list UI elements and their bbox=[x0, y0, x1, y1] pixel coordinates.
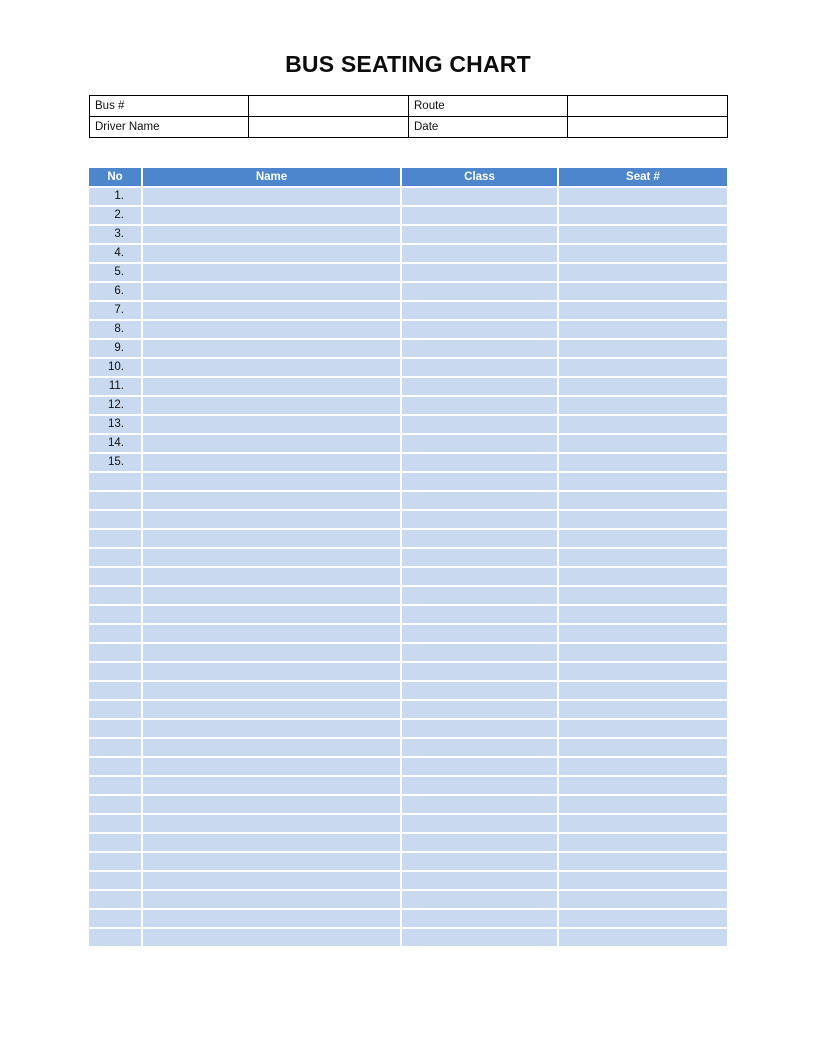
cell-seat[interactable] bbox=[559, 644, 727, 663]
cell-class[interactable] bbox=[402, 416, 559, 435]
cell-seat[interactable] bbox=[559, 473, 727, 492]
cell-class[interactable] bbox=[402, 188, 559, 207]
seating-chart-table bbox=[89, 168, 727, 946]
cell-class[interactable] bbox=[402, 264, 559, 283]
cell-seat[interactable] bbox=[559, 834, 727, 853]
cell-seat[interactable] bbox=[559, 416, 727, 435]
cell-no[interactable] bbox=[89, 530, 143, 549]
info-row-bus bbox=[90, 96, 728, 117]
table-row bbox=[89, 454, 727, 473]
cell-class[interactable] bbox=[402, 321, 559, 340]
cell-seat[interactable] bbox=[559, 663, 727, 682]
cell-name[interactable] bbox=[143, 492, 402, 511]
info-label-date: Date bbox=[409, 117, 568, 138]
cell-seat[interactable] bbox=[559, 397, 727, 416]
cell-class[interactable] bbox=[402, 549, 559, 568]
cell-class[interactable] bbox=[402, 378, 559, 397]
info-row-driver bbox=[90, 117, 728, 138]
cell-no[interactable]: 1. bbox=[89, 188, 143, 207]
cell-seat[interactable] bbox=[559, 777, 727, 796]
info-label-bus-number: Bus # bbox=[90, 96, 249, 117]
cell-class[interactable] bbox=[402, 853, 559, 872]
table-row bbox=[89, 245, 727, 264]
page-title: BUS SEATING CHART bbox=[285, 51, 531, 77]
cell-no[interactable] bbox=[89, 834, 143, 853]
cell-name[interactable] bbox=[143, 929, 402, 946]
cell-no[interactable] bbox=[89, 644, 143, 663]
cell-name[interactable] bbox=[143, 511, 402, 530]
cell-name[interactable] bbox=[143, 777, 402, 796]
table-row bbox=[89, 853, 727, 872]
cell-seat[interactable] bbox=[559, 815, 727, 834]
table-row bbox=[89, 872, 727, 891]
cell-seat[interactable] bbox=[559, 606, 727, 625]
cell-class[interactable] bbox=[402, 720, 559, 739]
cell-seat[interactable] bbox=[559, 587, 727, 606]
cell-seat[interactable] bbox=[559, 283, 727, 302]
cell-no[interactable]: 12. bbox=[89, 397, 143, 416]
table-row bbox=[89, 321, 727, 340]
cell-class[interactable] bbox=[402, 302, 559, 321]
cell-class[interactable] bbox=[402, 910, 559, 929]
cell-seat[interactable] bbox=[559, 378, 727, 397]
cell-no[interactable] bbox=[89, 739, 143, 758]
table-row bbox=[89, 302, 727, 321]
cell-class[interactable] bbox=[402, 701, 559, 720]
cell-no[interactable] bbox=[89, 511, 143, 530]
cell-name[interactable] bbox=[143, 530, 402, 549]
cell-class[interactable] bbox=[402, 435, 559, 454]
cell-name[interactable] bbox=[143, 606, 402, 625]
cell-class[interactable] bbox=[402, 340, 559, 359]
table-row bbox=[89, 435, 727, 454]
table-row bbox=[89, 340, 727, 359]
cell-seat[interactable] bbox=[559, 188, 727, 207]
cell-class[interactable] bbox=[402, 397, 559, 416]
cell-class[interactable] bbox=[402, 758, 559, 777]
cell-no[interactable]: 7. bbox=[89, 302, 143, 321]
cell-no[interactable]: 14. bbox=[89, 435, 143, 454]
cell-no[interactable]: 10. bbox=[89, 359, 143, 378]
cell-name[interactable] bbox=[143, 549, 402, 568]
cell-no[interactable]: 9. bbox=[89, 340, 143, 359]
cell-no[interactable]: 4. bbox=[89, 245, 143, 264]
cell-class[interactable] bbox=[402, 587, 559, 606]
seating-table-body bbox=[89, 188, 727, 946]
cell-class[interactable] bbox=[402, 207, 559, 226]
cell-class[interactable] bbox=[402, 739, 559, 758]
table-row bbox=[89, 283, 727, 302]
cell-class[interactable] bbox=[402, 815, 559, 834]
cell-class[interactable] bbox=[402, 891, 559, 910]
cell-class[interactable] bbox=[402, 777, 559, 796]
cell-seat[interactable] bbox=[559, 264, 727, 283]
table-row bbox=[89, 625, 727, 644]
cell-no[interactable]: 13. bbox=[89, 416, 143, 435]
table-row bbox=[89, 188, 727, 207]
cell-name[interactable] bbox=[143, 663, 402, 682]
cell-class[interactable] bbox=[402, 606, 559, 625]
cell-seat[interactable] bbox=[559, 549, 727, 568]
cell-name[interactable] bbox=[143, 739, 402, 758]
cell-seat[interactable] bbox=[559, 625, 727, 644]
table-row bbox=[89, 492, 727, 511]
cell-name[interactable] bbox=[143, 758, 402, 777]
cell-name[interactable] bbox=[143, 435, 402, 454]
table-row bbox=[89, 397, 727, 416]
table-row bbox=[89, 891, 727, 910]
table-row bbox=[89, 701, 727, 720]
cell-name[interactable] bbox=[143, 321, 402, 340]
cell-class[interactable] bbox=[402, 682, 559, 701]
cell-no[interactable] bbox=[89, 587, 143, 606]
cell-class[interactable] bbox=[402, 359, 559, 378]
cell-seat[interactable] bbox=[559, 568, 727, 587]
cell-name[interactable] bbox=[143, 625, 402, 644]
cell-no[interactable]: 11. bbox=[89, 378, 143, 397]
table-row bbox=[89, 530, 727, 549]
cell-name[interactable] bbox=[143, 815, 402, 834]
header-row bbox=[89, 168, 727, 188]
table-row bbox=[89, 929, 727, 946]
cell-no[interactable] bbox=[89, 720, 143, 739]
cell-name[interactable] bbox=[143, 245, 402, 264]
info-field-route[interactable] bbox=[568, 96, 728, 117]
cell-name[interactable] bbox=[143, 720, 402, 739]
table-row bbox=[89, 682, 727, 701]
cell-seat[interactable] bbox=[559, 321, 727, 340]
cell-no[interactable] bbox=[89, 796, 143, 815]
cell-class[interactable] bbox=[402, 834, 559, 853]
cell-name[interactable] bbox=[143, 302, 402, 321]
cell-seat[interactable] bbox=[559, 340, 727, 359]
cell-seat[interactable] bbox=[559, 435, 727, 454]
table-row bbox=[89, 834, 727, 853]
cell-class[interactable] bbox=[402, 245, 559, 264]
cell-name[interactable] bbox=[143, 644, 402, 663]
column-header-class[interactable]: Class bbox=[402, 168, 559, 188]
table-row bbox=[89, 910, 727, 929]
cell-seat[interactable] bbox=[559, 701, 727, 720]
cell-seat[interactable] bbox=[559, 929, 727, 946]
table-row bbox=[89, 815, 727, 834]
cell-no[interactable]: 6. bbox=[89, 283, 143, 302]
cell-seat[interactable] bbox=[559, 207, 727, 226]
cell-no[interactable] bbox=[89, 625, 143, 644]
cell-no[interactable] bbox=[89, 815, 143, 834]
table-row bbox=[89, 207, 727, 226]
info-field-driver-name[interactable] bbox=[249, 117, 409, 138]
cell-no[interactable] bbox=[89, 473, 143, 492]
cell-class[interactable] bbox=[402, 511, 559, 530]
cell-seat[interactable] bbox=[559, 739, 727, 758]
table-row bbox=[89, 549, 727, 568]
cell-no[interactable] bbox=[89, 891, 143, 910]
cell-class[interactable] bbox=[402, 454, 559, 473]
cell-no[interactable] bbox=[89, 758, 143, 777]
cell-name[interactable] bbox=[143, 283, 402, 302]
bus-info-table bbox=[89, 95, 728, 138]
cell-name[interactable] bbox=[143, 701, 402, 720]
table-row bbox=[89, 416, 727, 435]
table-row bbox=[89, 568, 727, 587]
table-row bbox=[89, 758, 727, 777]
cell-seat[interactable] bbox=[559, 758, 727, 777]
seating-table-header bbox=[89, 168, 727, 188]
cell-no[interactable] bbox=[89, 663, 143, 682]
table-row bbox=[89, 644, 727, 663]
cell-no[interactable] bbox=[89, 872, 143, 891]
table-row bbox=[89, 739, 727, 758]
cell-name[interactable] bbox=[143, 340, 402, 359]
info-field-date[interactable] bbox=[568, 117, 728, 138]
cell-no[interactable]: 5. bbox=[89, 264, 143, 283]
cell-class[interactable] bbox=[402, 929, 559, 946]
cell-no[interactable] bbox=[89, 853, 143, 872]
cell-class[interactable] bbox=[402, 872, 559, 891]
cell-seat[interactable] bbox=[559, 891, 727, 910]
cell-class[interactable] bbox=[402, 530, 559, 549]
cell-name[interactable] bbox=[143, 853, 402, 872]
cell-no[interactable] bbox=[89, 549, 143, 568]
bus-info-body bbox=[90, 96, 728, 138]
cell-name[interactable] bbox=[143, 264, 402, 283]
cell-no[interactable] bbox=[89, 929, 143, 946]
cell-no[interactable] bbox=[89, 701, 143, 720]
cell-no[interactable] bbox=[89, 777, 143, 796]
cell-class[interactable] bbox=[402, 568, 559, 587]
cell-seat[interactable] bbox=[559, 720, 727, 739]
info-field-bus-number[interactable] bbox=[249, 96, 409, 117]
table-row bbox=[89, 264, 727, 283]
table-row bbox=[89, 378, 727, 397]
cell-seat[interactable] bbox=[559, 872, 727, 891]
cell-class[interactable] bbox=[402, 283, 559, 302]
table-row bbox=[89, 777, 727, 796]
cell-name[interactable] bbox=[143, 188, 402, 207]
column-header-name[interactable]: Name bbox=[143, 168, 402, 188]
cell-name[interactable] bbox=[143, 378, 402, 397]
cell-no[interactable] bbox=[89, 606, 143, 625]
info-label-driver-name: Driver Name bbox=[90, 117, 249, 138]
cell-seat[interactable] bbox=[559, 910, 727, 929]
cell-seat[interactable] bbox=[559, 511, 727, 530]
cell-class[interactable] bbox=[402, 663, 559, 682]
cell-name[interactable] bbox=[143, 454, 402, 473]
table-row bbox=[89, 587, 727, 606]
cell-seat[interactable] bbox=[559, 682, 727, 701]
cell-seat[interactable] bbox=[559, 796, 727, 815]
cell-seat[interactable] bbox=[559, 853, 727, 872]
table-row bbox=[89, 359, 727, 378]
cell-no[interactable]: 8. bbox=[89, 321, 143, 340]
cell-name[interactable] bbox=[143, 834, 402, 853]
cell-name[interactable] bbox=[143, 359, 402, 378]
cell-no[interactable]: 15. bbox=[89, 454, 143, 473]
table-row bbox=[89, 473, 727, 492]
cell-name[interactable] bbox=[143, 568, 402, 587]
table-row bbox=[89, 511, 727, 530]
cell-seat[interactable] bbox=[559, 492, 727, 511]
table-row bbox=[89, 663, 727, 682]
cell-seat[interactable] bbox=[559, 454, 727, 473]
cell-name[interactable] bbox=[143, 872, 402, 891]
cell-no[interactable]: 2. bbox=[89, 207, 143, 226]
cell-name[interactable] bbox=[143, 397, 402, 416]
column-header-no[interactable]: No bbox=[89, 168, 143, 188]
cell-name[interactable] bbox=[143, 796, 402, 815]
cell-seat[interactable] bbox=[559, 530, 727, 549]
table-row bbox=[89, 226, 727, 245]
info-label-route: Route bbox=[409, 96, 568, 117]
cell-name[interactable] bbox=[143, 891, 402, 910]
cell-name[interactable] bbox=[143, 207, 402, 226]
cell-seat[interactable] bbox=[559, 359, 727, 378]
cell-class[interactable] bbox=[402, 796, 559, 815]
column-header-seat[interactable]: Seat # bbox=[559, 168, 727, 188]
cell-no[interactable] bbox=[89, 568, 143, 587]
cell-no[interactable] bbox=[89, 682, 143, 701]
table-row bbox=[89, 606, 727, 625]
cell-no[interactable] bbox=[89, 910, 143, 929]
cell-name[interactable] bbox=[143, 682, 402, 701]
cell-class[interactable] bbox=[402, 492, 559, 511]
cell-class[interactable] bbox=[402, 644, 559, 663]
cell-name[interactable] bbox=[143, 910, 402, 929]
table-row bbox=[89, 796, 727, 815]
cell-seat[interactable] bbox=[559, 302, 727, 321]
cell-no[interactable]: 3. bbox=[89, 226, 143, 245]
cell-name[interactable] bbox=[143, 473, 402, 492]
cell-name[interactable] bbox=[143, 587, 402, 606]
cell-class[interactable] bbox=[402, 226, 559, 245]
cell-seat[interactable] bbox=[559, 226, 727, 245]
cell-name[interactable] bbox=[143, 416, 402, 435]
cell-class[interactable] bbox=[402, 625, 559, 644]
cell-no[interactable] bbox=[89, 492, 143, 511]
cell-seat[interactable] bbox=[559, 245, 727, 264]
table-row bbox=[89, 720, 727, 739]
cell-name[interactable] bbox=[143, 226, 402, 245]
cell-class[interactable] bbox=[402, 473, 559, 492]
